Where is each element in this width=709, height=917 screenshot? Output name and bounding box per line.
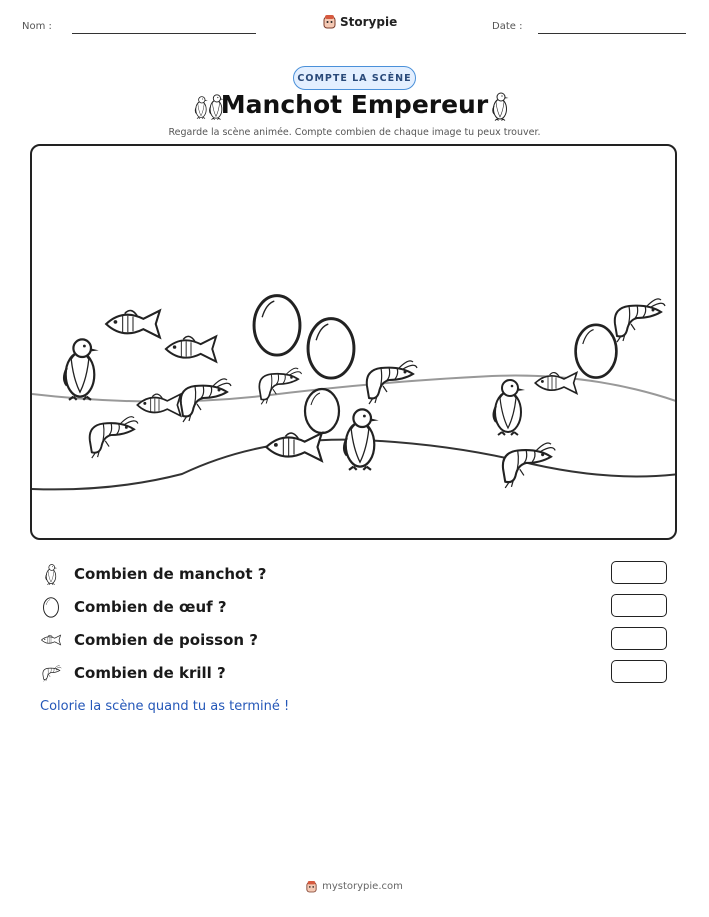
counting-scene <box>30 144 677 540</box>
ice-horizon-line <box>32 376 677 402</box>
instructions: Regarde la scène animée. Compte combien de chaque image tu peux trouver. <box>168 127 541 138</box>
page-footer <box>0 880 709 893</box>
fish <box>137 394 180 416</box>
answer-box-penguin[interactable] <box>611 561 667 584</box>
egg-icon <box>40 596 62 618</box>
answer-box-krill[interactable] <box>611 660 667 683</box>
egg <box>254 296 300 355</box>
fish <box>266 433 321 461</box>
date-line[interactable] <box>538 33 686 34</box>
krill <box>615 299 665 342</box>
penguin <box>344 409 379 470</box>
footer-site[interactable]: mystorypie.com <box>322 881 403 892</box>
brand-name: Storypie <box>340 14 398 29</box>
krill <box>503 443 555 488</box>
coloring-instruction: Colorie la scène quand tu as terminé ! <box>40 699 290 714</box>
question-text: Combien de œuf ? <box>74 598 227 616</box>
krill <box>259 368 301 404</box>
brand-logo <box>323 14 397 29</box>
name-label: Nom : <box>22 21 52 32</box>
name-line[interactable] <box>72 33 256 34</box>
fish <box>106 311 160 338</box>
penguin <box>64 339 99 400</box>
question-penguin <box>40 561 680 587</box>
answer-box-egg[interactable] <box>611 594 667 617</box>
question-text: Combien de krill ? <box>74 664 226 682</box>
question-fish <box>40 627 680 653</box>
fish <box>166 336 216 361</box>
answer-box-fish[interactable] <box>611 627 667 650</box>
egg <box>305 389 339 433</box>
krill-icon <box>40 662 62 684</box>
penguin-icon <box>489 91 511 121</box>
question-egg <box>40 594 680 620</box>
question-text: Combien de poisson ? <box>74 631 258 649</box>
date-label: Date : <box>492 21 523 32</box>
activity-badge: COMPTE LA SCÈNE <box>293 66 416 90</box>
question-text: Combien de manchot ? <box>74 565 267 583</box>
penguin-icon <box>40 563 62 585</box>
storypie-logo-icon <box>306 880 317 893</box>
storypie-logo-icon <box>323 14 336 29</box>
scene-illustration <box>32 146 677 540</box>
krill <box>90 417 138 458</box>
page-title: Manchot Empereur <box>220 90 489 119</box>
fish-icon <box>40 629 62 651</box>
penguin <box>494 380 526 435</box>
egg <box>576 325 617 378</box>
question-krill <box>40 660 680 686</box>
egg <box>308 319 354 378</box>
